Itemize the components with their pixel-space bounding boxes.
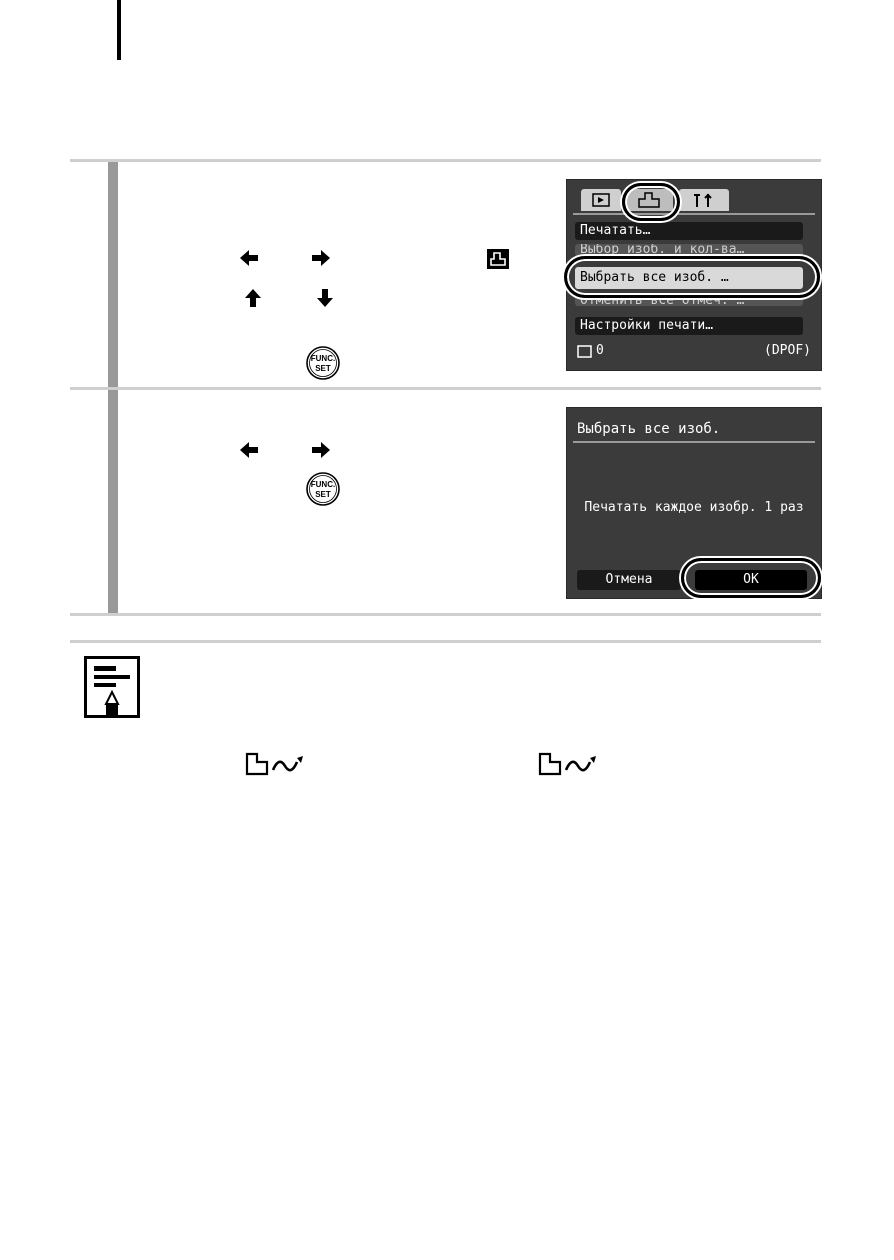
step-1-bar bbox=[108, 162, 118, 387]
cancel-button[interactable]: Отмена bbox=[577, 570, 681, 590]
section-rule-bottom bbox=[70, 613, 821, 616]
svg-text:SET: SET bbox=[315, 364, 331, 373]
down-arrow-icon bbox=[317, 289, 333, 307]
print-transfer-icon bbox=[243, 752, 305, 776]
tab-underline bbox=[573, 213, 815, 215]
section-rule-middle bbox=[70, 387, 821, 390]
setup-tab[interactable] bbox=[679, 189, 729, 211]
func-set-button-icon bbox=[306, 472, 340, 506]
dialog-title-underline bbox=[573, 441, 815, 443]
right-arrow-icon bbox=[312, 250, 330, 266]
left-arrow-icon bbox=[240, 442, 258, 458]
page-edge-marker bbox=[117, 0, 121, 60]
print-count: 0 bbox=[596, 343, 604, 358]
highlight-ring-select-all bbox=[564, 256, 820, 298]
svg-text:SET: SET bbox=[315, 490, 331, 499]
play-tab-icon bbox=[581, 189, 621, 211]
section-rule-top bbox=[70, 159, 821, 162]
print-menu-icon bbox=[487, 249, 509, 269]
right-arrow-icon bbox=[312, 442, 330, 458]
ok-button[interactable]: OK bbox=[695, 570, 807, 590]
setup-tab-icon bbox=[679, 189, 729, 211]
print-transfer-icon bbox=[536, 752, 598, 776]
func-set-button-icon bbox=[306, 346, 340, 380]
highlight-ring-print-tab bbox=[622, 183, 680, 221]
menu-item-select-images[interactable]: Выбор изоб. и кол-ва… bbox=[575, 244, 803, 256]
step-2-bar bbox=[108, 390, 118, 613]
print-mode: (DPOF) bbox=[764, 343, 811, 358]
play-tab[interactable] bbox=[581, 189, 621, 211]
menu-item-select-all[interactable]: Выбрать все изоб. … bbox=[575, 267, 803, 289]
svg-text:FUNC.: FUNC. bbox=[310, 480, 336, 489]
menu-item-cancel-all[interactable]: Отменить все отмеч. … bbox=[575, 296, 803, 306]
note-rule bbox=[70, 640, 821, 643]
menu-item-print-settings[interactable]: Настройки печати… bbox=[575, 317, 803, 335]
left-arrow-icon bbox=[240, 250, 258, 266]
menu-item-print[interactable]: Печатать… bbox=[575, 222, 803, 240]
svg-text:FUNC.: FUNC. bbox=[310, 354, 336, 363]
print-count-icon bbox=[577, 345, 593, 359]
dialog-message: Печатать каждое изобр. 1 раз bbox=[584, 500, 804, 515]
up-arrow-icon bbox=[245, 289, 261, 307]
dialog-title: Выбрать все изоб. bbox=[577, 421, 721, 437]
note-pencil-icon bbox=[84, 656, 140, 718]
highlight-ring-ok bbox=[681, 558, 821, 598]
